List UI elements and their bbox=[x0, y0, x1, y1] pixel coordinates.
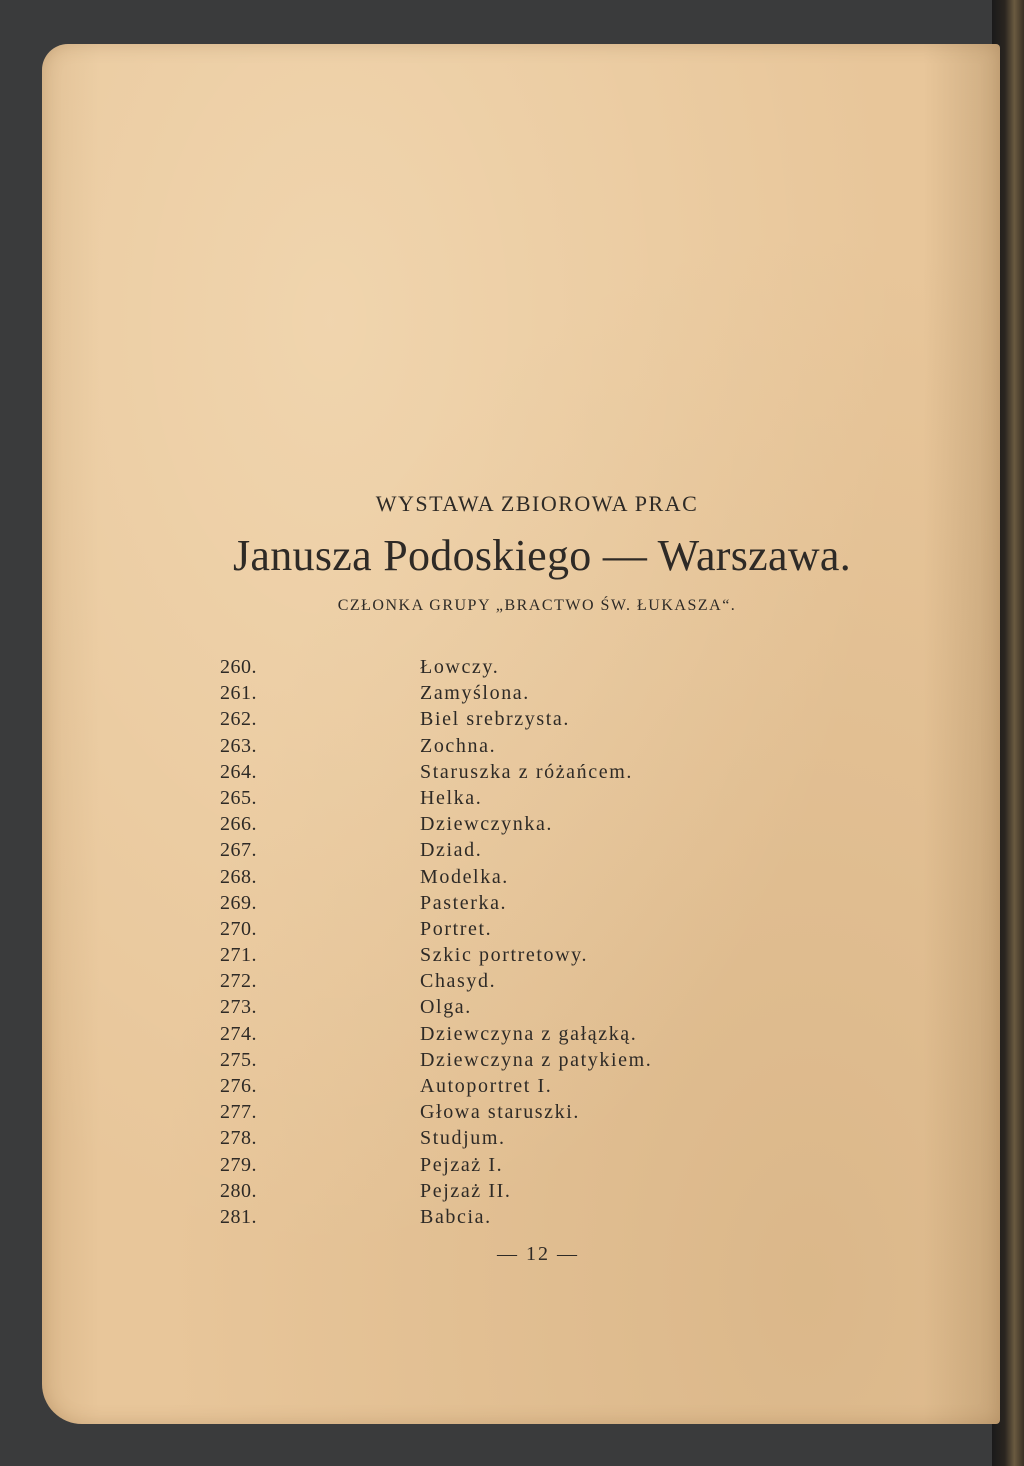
catalog-entry-title: Głowa staruszki. bbox=[420, 1101, 581, 1124]
catalog-entry bbox=[42, 759, 1000, 785]
catalog-entry bbox=[42, 1152, 1000, 1178]
catalog-entry-title: Pejzaż I. bbox=[420, 1153, 504, 1176]
catalog-entry-title: Dziad. bbox=[420, 839, 483, 862]
catalog-entry-title: Pejzaż II. bbox=[420, 1179, 512, 1202]
catalog-entry bbox=[42, 837, 1000, 863]
catalog-list bbox=[42, 654, 1000, 1230]
catalog-entry-number: 274. bbox=[220, 1022, 257, 1045]
catalog-entry-title: Portret. bbox=[420, 917, 493, 940]
catalog-entry bbox=[42, 1204, 1000, 1230]
catalog-entry-title: Pasterka. bbox=[420, 891, 508, 914]
catalog-entry bbox=[42, 706, 1000, 732]
group-membership-subtitle: CZŁONKA GRUPY „BRACTWO ŚW. ŁUKASZA“. bbox=[337, 597, 737, 614]
catalog-entry-number: 263. bbox=[220, 734, 257, 757]
catalog-entry-title: Szkic portretowy. bbox=[420, 944, 589, 967]
catalog-entry bbox=[42, 1125, 1000, 1151]
catalog-entry-title: Zochna. bbox=[420, 734, 497, 757]
catalog-entry bbox=[42, 1178, 1000, 1204]
catalog-entry-title: Dziewczyna z patykiem. bbox=[420, 1048, 653, 1071]
catalog-page bbox=[42, 44, 1000, 1424]
catalog-entry bbox=[42, 733, 1000, 759]
catalog-entry-number: 267. bbox=[220, 839, 257, 862]
catalog-entry-number: 273. bbox=[220, 996, 257, 1019]
catalog-entry bbox=[42, 1099, 1000, 1125]
catalog-entry-title: Dziewczynka. bbox=[420, 813, 554, 836]
catalog-entry bbox=[42, 942, 1000, 968]
page-number: — 12 — bbox=[497, 1243, 579, 1265]
catalog-entry-number: 261. bbox=[220, 682, 257, 705]
catalog-entry bbox=[42, 968, 1000, 994]
catalog-entry-title: Helka. bbox=[420, 786, 483, 809]
catalog-entry-title: Staruszka z różańcem. bbox=[420, 760, 633, 783]
catalog-entry bbox=[42, 916, 1000, 942]
catalog-entry bbox=[42, 680, 1000, 706]
catalog-entry bbox=[42, 654, 1000, 680]
catalog-entry-title: Biel srebrzysta. bbox=[420, 708, 571, 731]
catalog-entry-number: 265. bbox=[220, 786, 257, 809]
catalog-entry bbox=[42, 1047, 1000, 1073]
catalog-entry-title: Modelka. bbox=[420, 865, 509, 888]
catalog-entry-number: 277. bbox=[220, 1101, 257, 1124]
catalog-entry-number: 260. bbox=[220, 656, 257, 678]
catalog-entry-title: Zamyślona. bbox=[420, 682, 530, 705]
catalog-entry-number: 268. bbox=[220, 865, 257, 888]
catalog-entry-number: 276. bbox=[220, 1075, 257, 1097]
catalog-entry-number: 271. bbox=[220, 944, 257, 967]
catalog-entry-number: 272. bbox=[220, 970, 257, 993]
catalog-entry bbox=[42, 1073, 1000, 1099]
catalog-entry-number: 281. bbox=[220, 1205, 257, 1228]
catalog-entry-title: Studjum. bbox=[420, 1127, 506, 1150]
catalog-entry bbox=[42, 864, 1000, 890]
catalog-entry bbox=[42, 1021, 1000, 1047]
catalog-entry-title: Chasyd. bbox=[420, 970, 497, 993]
catalog-entry bbox=[42, 890, 1000, 916]
catalog-entry-number: 280. bbox=[220, 1179, 257, 1202]
catalog-entry-number: 279. bbox=[220, 1153, 257, 1176]
catalog-entry-title: Dziewczyna z gałązką. bbox=[420, 1022, 638, 1045]
exhibition-supertitle: WYSTAWA ZBIOROWA PRAC bbox=[375, 491, 699, 516]
catalog-entry bbox=[42, 811, 1000, 837]
catalog-entry-title: Łowczy. bbox=[420, 656, 500, 678]
catalog-entry-number: 266. bbox=[220, 813, 257, 836]
catalog-entry bbox=[42, 994, 1000, 1020]
catalog-entry-number: 270. bbox=[220, 917, 257, 940]
catalog-entry-number: 275. bbox=[220, 1048, 257, 1071]
catalog-entry-title: Olga. bbox=[420, 996, 472, 1019]
catalog-entry-title: Babcia. bbox=[420, 1205, 492, 1228]
catalog-entry-number: 264. bbox=[220, 760, 257, 783]
artist-title: Janusza Podoskiego — Warszawa. bbox=[232, 531, 852, 580]
catalog-entry-number: 278. bbox=[220, 1127, 257, 1150]
catalog-entry-number: 262. bbox=[220, 708, 257, 731]
page-text-block bbox=[42, 44, 1000, 1424]
catalog-entry bbox=[42, 785, 1000, 811]
catalog-entry-title: Autoportret I. bbox=[420, 1075, 553, 1097]
catalog-entry-number: 269. bbox=[220, 891, 257, 914]
